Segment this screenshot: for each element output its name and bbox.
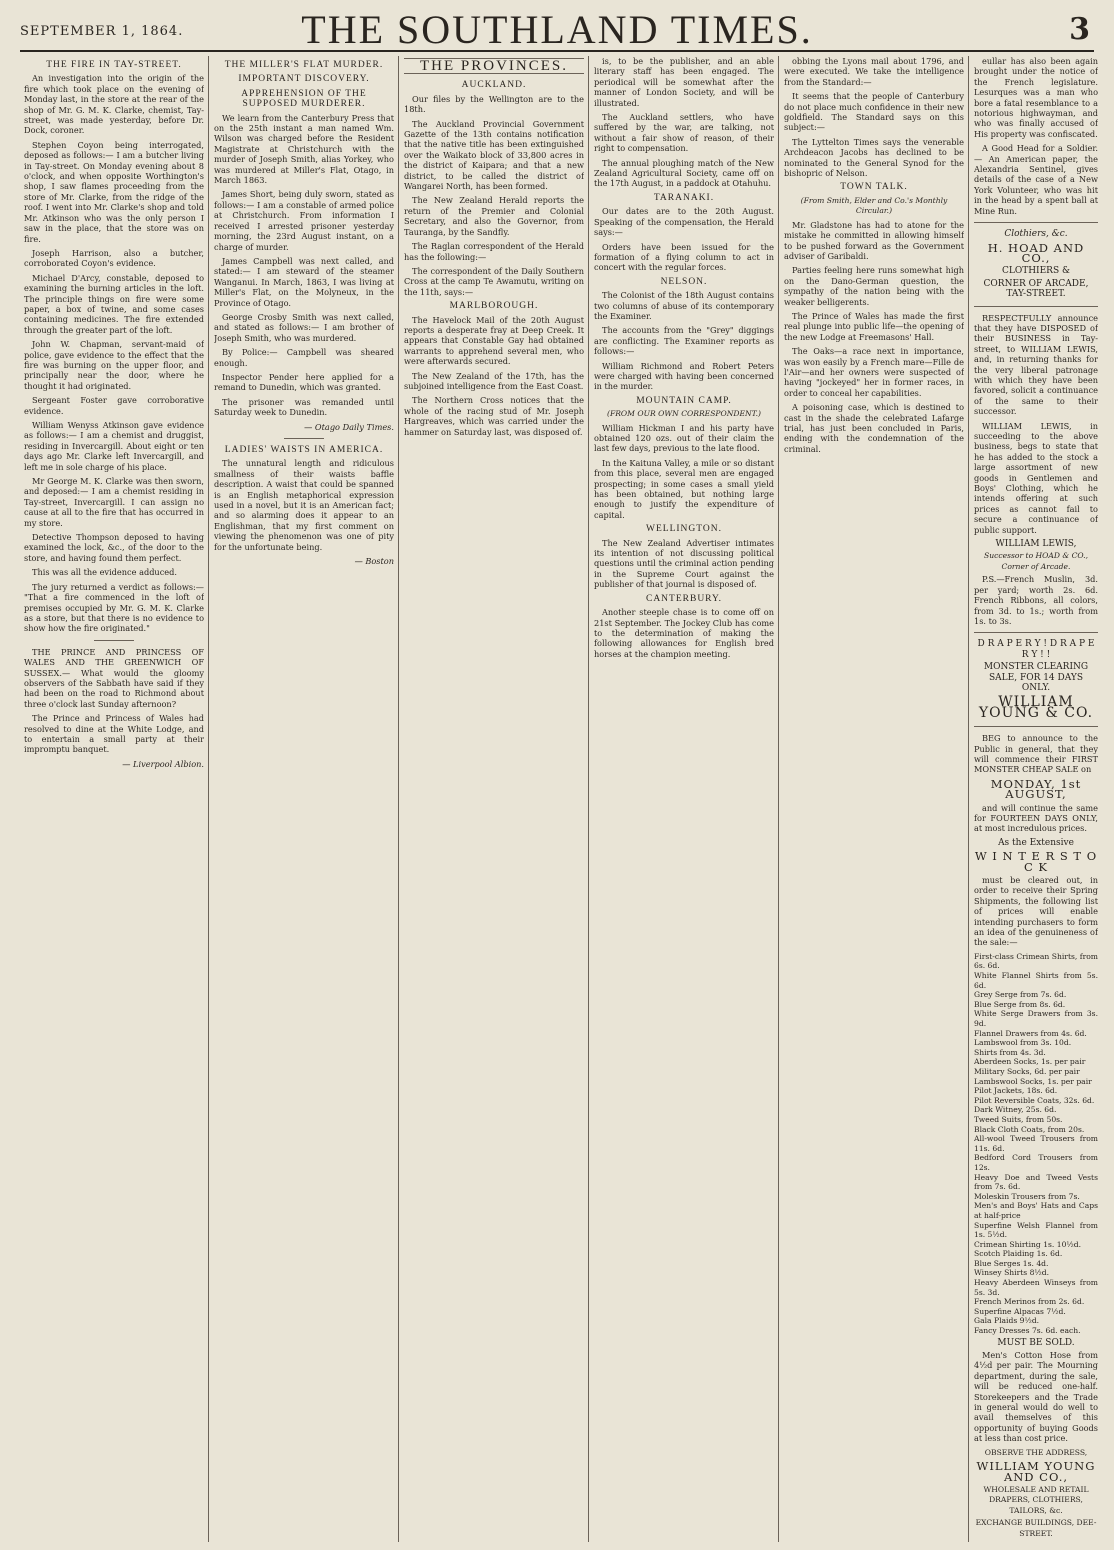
ad-firm-line: WHOLESALE AND RETAIL DRAPERS, CLOTHIERS, TAILORS, &c. — [983, 1484, 1089, 1515]
article-signature: — Liverpool Albion. — [122, 758, 204, 769]
column-rule — [398, 56, 399, 1542]
divider — [284, 438, 324, 439]
article-paragraph: The Prince of Wales has made the first real plunge into public life—the opening of the new Lodge at Freemasons' Hall. — [784, 310, 964, 342]
article-paragraph: The Raglan correspondent of the Herald has the following:— — [404, 241, 584, 262]
column-5 — [784, 56, 964, 1542]
article-heading: THE FIRE IN TAY-STREET. — [46, 60, 182, 70]
article-paragraph: An investigation into the origin of the fire which took place on the evening of Monday last, in the store at the rear of the shop of Mr. G. M. K. Clarke, chemist, Tay-street, was made yesterday, before Dr. Dock, coroner. — [24, 73, 204, 136]
ad-firm-line: CLOTHIERS & — [1001, 266, 1071, 277]
column-rule — [588, 56, 589, 1542]
price-item: Crimean Shirting 1s. 10½d. — [974, 1239, 1082, 1249]
article-paragraph: THE PRINCE AND PRINCESS OF WALES AND THE GREENWICH OF SUSSEX.— What would the gloomy observers of the Sabbath have said if they had been on the road to Richmond about three o'clock last Sunday afternoon? — [24, 646, 204, 709]
ad-headline: D R A P E R Y ! D R A P E R Y ! ! — [977, 639, 1095, 660]
ad-headline: W I N T E R S T O C K — [974, 849, 1098, 874]
column-1 — [24, 56, 204, 1542]
price-item: Lambswool Socks, 1s. per pair — [974, 1076, 1092, 1086]
article-paragraph: Stephen Coyon being interrogated, deposed as follows:— I am a butcher living in Tay-street. On Monday evening about 8 o'clock, and when opposite Worthington's shop, I saw flames proceeding from the store of Mr. Clarke, from the ridge of the roof. I went into Mr. Clarke's shop and told Mr. Atkinson who was the only person I saw in the place, that the store was on fire. — [24, 139, 204, 244]
article-heading: WELLINGTON. — [646, 524, 722, 535]
article-paragraph: Mr George M. K. Clarke was then sworn, and deposed:— I am a chemist residing in Tay-street, Invercargill. I can assign no cause at all to the fire that has occurred in my store. — [24, 476, 204, 528]
ad-firm-address: CORNER OF ARCADE, TAY-STREET. — [983, 278, 1089, 300]
article-paragraph: Mr. Gladstone has had to atone for the mistake he committed in allowing himself to be pushed forward as the Government adviser of Garibaldi. — [784, 219, 964, 261]
article-paragraph: George Crosby Smith was next called, and stated as follows:— I am brother of Joseph Smith, who was murdered. — [214, 311, 394, 343]
price-item: French Merinos from 2s. 6d. — [974, 1297, 1085, 1307]
article-paragraph: James Short, being duly sworn, stated as follows:— I am a constable of armed police at Christchurch. From information I received I arrested prisoner yesterday morning, the 23rd August instant, on a charge of murder. — [214, 189, 394, 252]
article-paragraph: The jury returned a verdict as follows:— "That a fire commenced in the loft of premises occupied by Mr. G. M. K. Clarke as a store, but that there is no evidence to show how the fire originated." — [24, 581, 204, 634]
article-heading: NELSON. — [660, 276, 708, 287]
divider — [94, 640, 134, 641]
article-paragraph: The New Zealand Advertiser intimates its intention of not discussing political questions until the criminal action pending in the Supreme Court against the publisher of that journal is disposed of. — [594, 537, 774, 590]
article-paragraph: eullar has also been again brought under the notice of the French legislature. Lesurques was a man who bore a fatal resemblance to a notorious highwayman, and who was finally accused of His property was confiscated. — [974, 56, 1098, 139]
article-paragraph: The Lyttelton Times says the venerable Archdeacon Jacobs has declined to be nominated to the General Synod for the bishopric of Nelson. — [784, 136, 964, 179]
article-paragraph: William Richmond and Robert Peters were charged with having been concerned in the murder. — [594, 360, 774, 392]
newspaper-title: THE SOUTHLAND TIMES. — [301, 7, 813, 52]
article-paragraph: The Auckland settlers, who have suffered by the war, are talking, not without a fair show of reason, of their right to compensation. — [594, 112, 774, 154]
price-item: Heavy Aberdeen Winseys from 5s. 3d. — [974, 1278, 1098, 1297]
price-item: Heavy Doe and Tweed Vests from 7s. 6d. — [974, 1172, 1098, 1192]
article-paragraph: Our dates are to the 20th August. Speaking of the compensation, the Herald says:— — [594, 206, 774, 238]
article-paragraph: The Prince and Princess of Wales had resolved to dine at the White Lodge, and to entertain a small party at their impromptu banquet. — [24, 713, 204, 755]
article-heading: MARLBOROUGH. — [449, 301, 539, 312]
article-signature: — Boston — [354, 556, 394, 567]
ad-line: OBSERVE THE ADDRESS, — [984, 1447, 1088, 1457]
article-paragraph: Parties feeling here runs somewhat high on the Dano-German question, the sympathy of the nation being with the weaker belligerents. — [784, 265, 964, 307]
article-subheading: APPREHENSION OF THE SUPPOSED MURDERER. — [241, 88, 367, 110]
article-heading: MOUNTAIN CAMP. — [636, 395, 732, 406]
price-item: Blue Serges 1s. 4d. — [974, 1258, 1049, 1268]
article-paragraph: Another steeple chase is to come off on 21st September. The Jockey Club has come to the determination of making the following allowances for English bred horses at the champion meeting. — [594, 607, 774, 659]
price-item: Shirts from 4s. 3d. — [974, 1047, 1046, 1057]
page-number: 3 — [1069, 12, 1090, 47]
ad-date: MONDAY, 1st AUGUST, — [990, 776, 1082, 802]
price-item: Dark Witney, 25s. 6d. — [974, 1105, 1057, 1115]
ad-category: Clothiers, &c. — [1004, 229, 1068, 240]
article-heading: TARANAKI. — [653, 192, 715, 203]
article-heading: AUCKLAND. — [461, 80, 527, 91]
price-item: Flannel Drawers from 4s. 6d. — [974, 1028, 1087, 1038]
article-paragraph: The New Zealand Herald reports the return of the Premier and Colonial Secretary, and also the Governor, from Tauranga, by the Sandfly. — [404, 195, 584, 237]
price-item: Winsey Shirts 8½d. — [974, 1268, 1050, 1278]
article-paragraph: The annual ploughing match of the New Zealand Agricultural Society, came off on the 17th August, in a paddock at Otahuhu. — [594, 157, 774, 189]
article-paragraph: This was all the evidence adduced. — [32, 567, 177, 578]
article-paragraph: A Good Head for a Soldier.— An American paper, the Alexandria Sentinel, gives details of the case of a New York Volunteer, who was hit in the head by a spent ball at Mine Run. — [974, 143, 1098, 216]
price-item: Superfine Welsh Flannel from 1s. 5½d. — [974, 1220, 1098, 1240]
advertisement-young — [974, 632, 1098, 727]
ad-firm-name: WILLIAM YOUNG & CO. — [978, 694, 1094, 721]
article-paragraph: The Auckland Provincial Government Gazette of the 13th contains notification that the native title has been extinguished over the Waikato block of 33,800 acres in the district of Kaipara; and that a new district, to be called the district of Wangarei North, has been formed. — [404, 118, 584, 192]
ad-body: BEG to announce to the Public in general, that they will commence their FIRST MONSTER CHEAP SALE on — [974, 733, 1098, 775]
price-item: Pilot Reversible Coats, 32s. 6d. — [974, 1095, 1095, 1105]
article-paragraph: The correspondent of the Daily Southern Cross at the camp Te Awamutu, writing on the 11th, says:— — [404, 265, 584, 297]
price-item: Superfine Alpacas 7½d. — [974, 1306, 1066, 1316]
article-paragraph: A poisoning case, which is destined to cast in the shade the celebrated Lafarge trial, has just been concluded in Paris, ending with the condemnation of the criminal. — [784, 402, 964, 454]
price-item: Military Socks, 6d. per pair — [974, 1067, 1080, 1076]
ad-firm-address: EXCHANGE BUILDINGS, DEE-STREET. — [975, 1518, 1097, 1538]
price-item: White Flannel Shirts from 5s. 6d. — [974, 971, 1098, 990]
article-paragraph: The unnatural length and ridiculous smallness of their waists baffle description. A waist that could be spanned is an English metaphorical expression used in a novel, but it is an American fact; and so alarming does it appear to an Englishman, that my first comment on viewing the phenomenon was one of pity for the unfortunate being. — [214, 458, 394, 552]
article-heading: LADIES' WAISTS IN AMERICA. — [224, 445, 384, 455]
article-subheading: IMPORTANT DISCOVERY. — [238, 74, 370, 85]
article-byline: (FROM OUR OWN CORRESPONDENT.) — [606, 409, 761, 419]
column-2 — [214, 56, 394, 1542]
article-paragraph: Detective Thompson deposed to having examined the lock, &c., of the door to the store, and having found them perfect. — [24, 532, 204, 563]
article-paragraph: The Northern Cross notices that the whole of the racing stud of Mr. Joseph Hargreaves, which was carried under the hammer on Saturday last, was disposed of. — [404, 395, 584, 437]
article-heading: CANTERBURY. — [645, 593, 723, 604]
price-item: All-wool Tweed Trousers from 11s. 6d. — [974, 1134, 1098, 1153]
ad-body: must be cleared out, in order to receive their Spring Shipments, the following list of prices will enable intending purchasers to form an idea of the genuineness of the sale:— — [974, 875, 1098, 948]
ad-body: WILLIAM LEWIS, in succeeding to the above business, begs to state that he has added to the stock a large assortment of new goods in Gentlemen and Boys' Clothing, which he intends offering at such prices as cannot fail to secure a continuance of public support. — [974, 420, 1098, 535]
article-paragraph: William Wenyss Atkinson gave evidence as follows:— I am a chemist and druggist, residing in Invercargill. About eight or ten days ago Mr. Clarke left Invercargill, and left me in sole charge of his place. — [24, 420, 204, 472]
article-paragraph: The New Zealand of the 17th, has the subjoined intelligence from the East Coast. — [404, 370, 584, 391]
article-paragraph: is, to be the publisher, and an able literary staff has been engaged. The periodical will be somewhat after the manner of London Society, and will be illustrated. — [594, 56, 774, 108]
ad-headline: MONSTER CLEARING SALE, FOR 14 DAYS ONLY. — [983, 662, 1089, 693]
column-rule — [968, 56, 969, 1542]
article-paragraph: obbing the Lyons mail about 1796, and were executed. We take the intelligence from the Standard:— — [784, 56, 964, 87]
ad-body: and will continue the same for FOURTEEN DAYS ONLY, at most incredulous prices. — [974, 802, 1098, 834]
article-paragraph: James Campbell was next called, and stated:— I am steward of the steamer Wanganui. In March, 1863, I was living at Miller's Flat, on the Molyneux, in the Province of Otago. — [214, 255, 394, 308]
price-item: White Serge Drawers from 3s. 9d. — [974, 1009, 1098, 1029]
article-paragraph: The Oaks—a race next in importance, was won easily by a French mare—Fille de l'Air—and her owners were suspected of having "jockeyed" her in former races, in order to conceal her capabilities. — [784, 346, 964, 398]
masthead — [20, 6, 1094, 52]
ad-firm-name: H. HOAD AND CO., — [987, 240, 1085, 265]
article-paragraph: Orders have been issued for the formation of a flying column to act in concert with the regular forces. — [594, 241, 774, 273]
price-item: First-class Crimean Shirts, from 6s. 6d. — [974, 951, 1098, 971]
article-heading: THE MILLER'S FLAT MURDER. — [224, 60, 384, 70]
article-signature: — Otago Daily Times. — [304, 421, 394, 432]
article-paragraph: Our files by the Wellington are to the 18th. — [404, 93, 584, 115]
price-item: Scotch Plaiding 1s. 6d. — [974, 1249, 1063, 1259]
issue-date: SEPTEMBER 1, 1864. — [20, 24, 184, 39]
column-rule — [778, 56, 779, 1542]
column-4 — [594, 56, 774, 1542]
price-item: Aberdeen Socks, 1s. per pair — [974, 1057, 1086, 1067]
price-item: Bedford Cord Trousers from 12s. — [974, 1153, 1098, 1172]
article-paragraph: Joseph Harrison, also a butcher, corroborated Coyon's evidence. — [24, 247, 204, 269]
article-paragraph: Sergeant Foster gave corroborative evidence. — [24, 395, 204, 416]
ad-signature: WILLIAM LEWIS, — [995, 539, 1077, 550]
ad-body: Men's Cotton Hose from 4½d per pair. The Mourning department, during the sale, will be reduced one-half. Storekeepers and the Trade in general would do well to avail themselves of this opportunity of buying Goods at less than cost price. — [974, 1350, 1098, 1444]
price-item: Grey Serge from 7s. 6d. — [974, 990, 1067, 1000]
ad-firm-name: WILLIAM YOUNG AND CO., — [976, 1459, 1096, 1484]
article-paragraph: Inspector Pender here applied for a remand to Dunedin, which was granted. — [214, 371, 394, 393]
price-item: Men's and Boys' Hats and Caps at half-price — [974, 1201, 1098, 1220]
price-item: Blue Serge from 8s. 6d. — [974, 999, 1066, 1009]
ad-line: As the Extensive — [998, 837, 1074, 848]
article-paragraph: William Hickman I and his party have obtained 120 ozs. out of their claim the last few days, previous to the late flood. — [594, 422, 774, 454]
section-heading: THE PROVINCES. — [404, 58, 584, 74]
ad-signature-line: Successor to HOAD & CO., Corner of Arcade. — [984, 551, 1088, 571]
article-paragraph: The accounts from the "Grey" diggings are conflicting. The Examiner reports as follows:— — [594, 325, 774, 357]
article-paragraph: The Havelock Mail of the 20th August reports a desperate fray at Deep Creek. It appears that Constable Gay had obtained warrants to apprehend several men, who were afterwards secured. — [404, 314, 584, 367]
ad-body: RESPECTFULLY announce that they have DISPOSED of their BUSINESS in Tay-street, to WILLIAM LEWIS, and, in returning thanks for the very liberal patronage with which they have been favored, solicit a continuance of the same to their successor. — [974, 312, 1098, 417]
article-paragraph: Michael D'Arcy, constable, deposed to examining the burning articles in the loft. The principle things on fire were some paper, a box of twine, and some cases containing medicines. The fire extended through the greater part of the loft. — [24, 272, 204, 335]
article-paragraph: In the Kaituna Valley, a mile or so distant from this place, several men are engaged prospecting; in some cases a small yield has been obtained, but nothing large enough to justify the expenditure of capital. — [594, 457, 774, 520]
price-item: Lambswool from 3s. 10d. — [974, 1038, 1072, 1048]
price-item: Moleskin Trousers from 7s. — [974, 1191, 1080, 1201]
article-paragraph: John W. Chapman, servant-maid of police, gave evidence to the effect that the fire was burning on the upper floor, and principally near the door, where he thought it had originated. — [24, 339, 204, 391]
column-rule — [208, 56, 209, 1542]
article-paragraph: The prisoner was remanded until Saturday week to Dunedin. — [214, 396, 394, 418]
price-item: Gala Plaids 9½d. — [974, 1316, 1040, 1326]
price-item: Tweed Suits, from 50s. — [974, 1114, 1063, 1124]
article-paragraph: It seems that the people of Canterbury do not place much confidence in their new goldfield. The Standard says on this subject:— — [784, 91, 964, 133]
article-paragraph: By Police:— Campbell was sheared enough. — [214, 347, 394, 368]
column-6-advertisements — [974, 56, 1098, 1542]
article-paragraph: We learn from the Canterbury Press that on the 25th instant a man named Wm. Wilson was charged before the Resident Magistrate at Christchurch with the murder of Joseph Smith, alias Yorkey, who was murdered at Miller's Flat, Otago, in March 1863. — [214, 112, 394, 186]
article-heading: TOWN TALK. — [840, 182, 908, 193]
article-byline: (From Smith, Elder and Co.'s Monthly Circular.) — [800, 195, 948, 216]
advertisement-hoad — [974, 222, 1098, 306]
ad-postscript: P.S.—French Muslin, 3d. per yard; worth 2s. 6d. French Ribbons, all colors, from 3d. to 1s.; worth from 1s. to 3s. — [974, 574, 1098, 626]
price-item: Fancy Dresses 7s. 6d. each. — [974, 1326, 1081, 1336]
price-list — [974, 952, 1098, 1336]
price-item: Pilot Jackets, 18s. 6d. — [974, 1086, 1058, 1096]
ad-headline: MUST BE SOLD. — [997, 1337, 1075, 1348]
article-paragraph: The Colonist of the 18th August contains two columns of abuse of its contemporary the Examiner. — [594, 290, 774, 321]
column-3 — [404, 56, 584, 1542]
price-item: Black Cloth Coats, from 20s. — [974, 1124, 1085, 1134]
